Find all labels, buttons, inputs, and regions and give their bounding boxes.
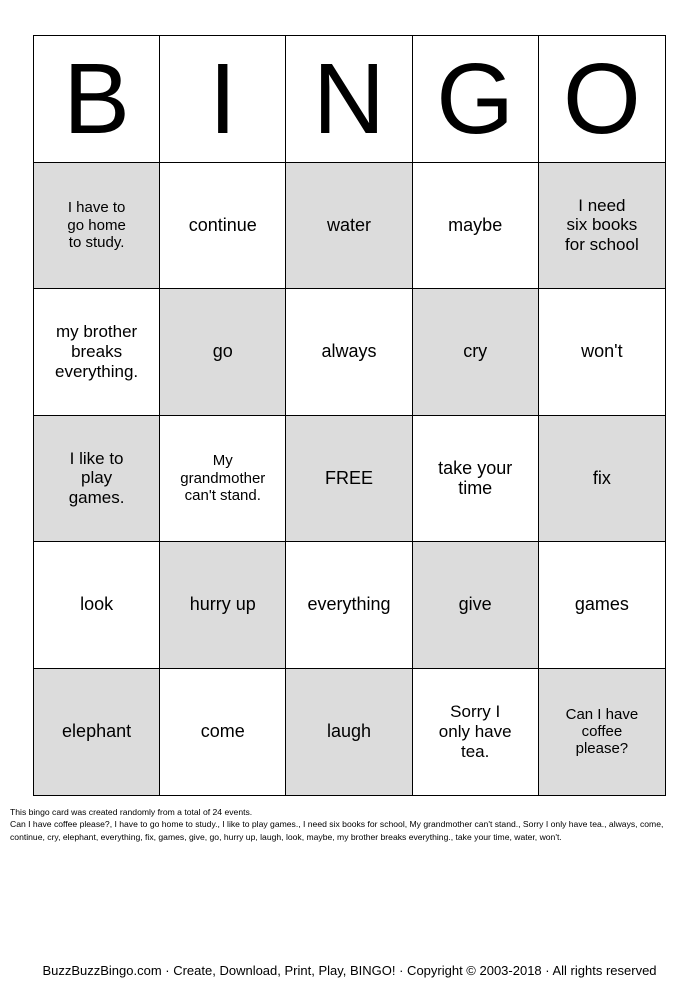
bingo-cell-text: Can I have coffee please? [565,705,639,758]
bingo-cell-r2-c3 [286,289,412,416]
bingo-cell-r4-c5 [539,542,665,669]
bingo-cell-text: I have to go home to study. [67,199,126,251]
bingo-cell-text: cry [463,341,488,362]
bingo-cell-r1-c4 [413,163,539,290]
bingo-cell-r3-c5 [539,416,665,543]
bingo-cell-r3-c4 [413,416,539,543]
bingo-cell-r3-c1 [34,416,160,543]
bingo-cell-text: give [458,594,492,615]
bingo-cell-text: elephant [62,721,132,742]
bingo-cell-text: come [200,721,245,742]
bingo-card [33,35,666,796]
bingo-cell-r1-c1 [34,163,160,290]
header-letter-b: B [34,36,160,163]
bingo-cell-r4-c4 [413,542,539,669]
bingo-cell-text: I like to play games. [68,448,125,508]
bingo-cell-r2-c5 [539,289,665,416]
bingo-cell-text: FREE [324,467,373,488]
bingo-cell-r5-c1 [34,669,160,796]
bingo-cell-text: my brother breaks everything. [55,322,139,381]
bingo-grid [34,36,665,795]
bingo-cell-text: won't [581,341,623,362]
footnote-event-list: Can I have coffee please?, I have to go home to study., I like to play games., I need six books for school, My grandmother can't stand., Sorry I only have tea., always, come, continue, cry, elephant, everything, fix, games, give, go, hurry up, laugh, look, maybe, my brother breaks everything., take your time, water, won't. [10,819,664,842]
bingo-cell-text: laugh [326,721,372,742]
bingo-cell-r4-c2 [160,542,286,669]
bingo-cell-text: water [326,214,371,235]
bingo-cell-text: always [321,341,377,362]
bingo-cell-text: fix [592,467,611,488]
bingo-cell-r5-c4 [413,669,539,796]
bingo-cell-r2-c2 [160,289,286,416]
bingo-cell-text: maybe [448,214,503,235]
bingo-cell-r5-c5 [539,669,665,796]
bingo-cell-text: look [80,594,114,615]
bingo-cell-r2-c4 [413,289,539,416]
bingo-cell-r1-c2 [160,163,286,290]
bingo-cell-text: take your time [438,457,513,499]
bingo-cell-r1-c3 [286,163,412,290]
bingo-cell-r3-c2 [160,416,286,543]
footnote-summary: This bingo card was created randomly from a total of 24 events. [10,807,253,817]
bingo-cell-r4-c1 [34,542,160,669]
footnote [10,806,695,843]
bingo-cell-text: continue [188,214,257,235]
bingo-cell-text: everything [307,594,391,615]
header-letter-i: I [160,36,286,163]
bingo-cell-text: games [574,594,629,615]
bingo-cell-text: I need six books for school [565,195,639,255]
bingo-cell-r4-c3 [286,542,412,669]
bingo-cell-r1-c5 [539,163,665,290]
bingo-cell-r5-c2 [160,669,286,796]
bingo-cell-text: hurry up [189,594,256,615]
bingo-cell-r5-c3 [286,669,412,796]
header-letter-n: N [286,36,412,163]
bingo-cell-text: Sorry I only have tea. [438,702,512,761]
bingo-cell-text: go [212,341,233,362]
bingo-cell-r2-c1 [34,289,160,416]
header-letter-g: G [413,36,539,163]
bingo-cell-r3-c3 [286,416,412,543]
page-footer: BuzzBuzzBingo.com · Create, Download, Print, Play, BINGO! · Copyright © 2003-2018 · All rights reserved [42,963,657,978]
header-letter-o: O [539,36,665,163]
bingo-cell-text: My grandmother can't stand. [180,452,266,504]
